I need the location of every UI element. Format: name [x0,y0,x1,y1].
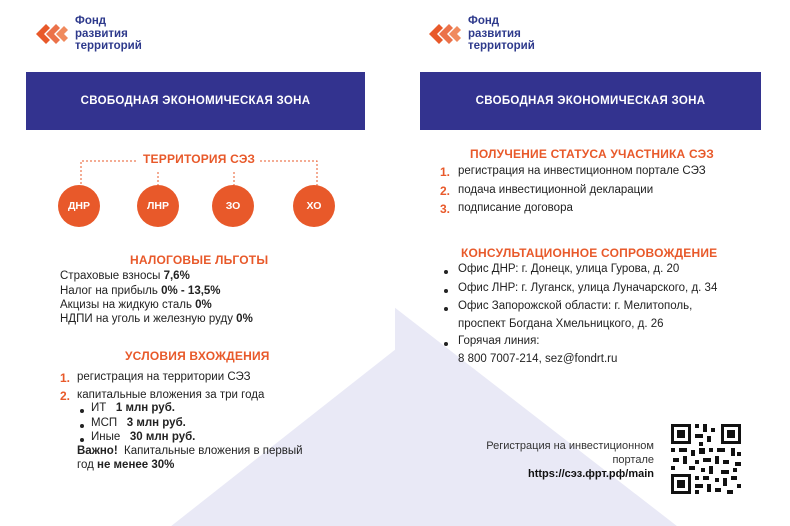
qr-code[interactable] [665,418,747,500]
registration-text-cont: портале [612,454,654,466]
banner [26,72,365,130]
hotline-label: Горячая линия: [458,335,540,347]
tax-item: Страховые взносы 7,6% [60,270,190,282]
tax-item: НДПИ на уголь и железную руду 0% [60,313,253,325]
important-note-cont: год не менее 30% [77,459,175,471]
qr-code-icon [665,418,747,500]
bullet-icon [444,342,448,346]
bullet-icon [80,409,84,413]
logo-line-2: развития [75,27,128,40]
hotline-value: 8 800 7007-214, sez@fondrt.ru [458,353,618,365]
consult-heading: КОНСУЛЬТАЦИОННОЕ СОПРОВОЖДЕНИЕ [461,246,718,260]
logo-line-3: территорий [75,40,142,52]
banner [420,72,761,130]
logo-line-1: Фонд [75,15,107,27]
status-heading: ПОЛУЧЕНИЕ СТАТУСА УЧАСТНИКА СЭЗ [470,147,714,161]
logo-line-1: Фонд [468,15,500,27]
bullet-icon [444,307,448,311]
fund-logo-icon [34,16,70,52]
banner-title: СВОБОДНАЯ ЭКОНОМИЧЕСКАЯ ЗОНА [475,95,706,107]
entry-item: капитальные вложения за три года [77,389,265,401]
tax-heading: НАЛОГОВЫЕ ЛЬГОТЫ [130,253,269,267]
territory-ho: ХО [293,185,335,227]
right-flyer [395,0,790,526]
office-item: Офис ЛНР: г. Луганск, улица Луначарского, д. 34 [458,282,718,294]
territory-connector-lines [80,152,320,192]
entry-heading: УСЛОВИЯ ВХОЖДЕНИЯ [125,349,270,363]
logo [427,15,535,53]
bullet-icon [444,270,448,274]
office-item-cont: проспект Богдана Хмельницкого, д. 26 [458,318,664,330]
investment-item: МСП 3 млн руб. [91,417,186,429]
territory-dnr: ДНР [58,185,100,227]
tax-item: Акцизы на жидкую сталь 0% [60,299,212,311]
background-shape [395,300,695,526]
territory-zo: ЗО [212,185,254,227]
status-item: регистрация на инвестиционном портале СЭЗ [458,165,706,177]
entry-number: 2. [60,389,71,403]
status-number: 3. [440,202,451,216]
status-item: подача инвестиционной декларации [458,184,654,196]
important-note: Важно! Капитальные вложения в первый [77,445,303,457]
tax-item: Налог на прибыль 0% - 13,5% [60,285,221,297]
fund-logo-icon [427,16,463,52]
office-item: Офис Запорожской области: г. Мелитополь, [458,300,693,312]
logo-line-2: развития [468,27,521,40]
investment-item: Иные 30 млн руб. [91,431,196,443]
bullet-icon [444,289,448,293]
logo [34,15,142,53]
bullet-icon [80,438,84,442]
office-item: Офис ДНР: г. Донецк, улица Гурова, д. 20 [458,263,680,275]
investment-item: ИТ 1 млн руб. [91,402,176,414]
status-item: подписание договора [458,202,573,214]
entry-number: 1. [60,371,71,385]
status-number: 2. [440,184,451,198]
entry-item: регистрация на территории СЭЗ [77,371,251,383]
registration-link[interactable]: https://сэз.фрт.рф/main [528,468,654,480]
status-number: 1. [440,165,451,179]
territory-lnr: ЛНР [137,185,179,227]
territory-heading: ТЕРРИТОРИЯ СЭЗ [143,152,256,166]
logo-line-3: территорий [468,40,535,52]
bullet-icon [80,424,84,428]
registration-text: Регистрация на инвестиционном [486,440,654,452]
banner-title: СВОБОДНАЯ ЭКОНОМИЧЕСКАЯ ЗОНА [80,95,311,107]
